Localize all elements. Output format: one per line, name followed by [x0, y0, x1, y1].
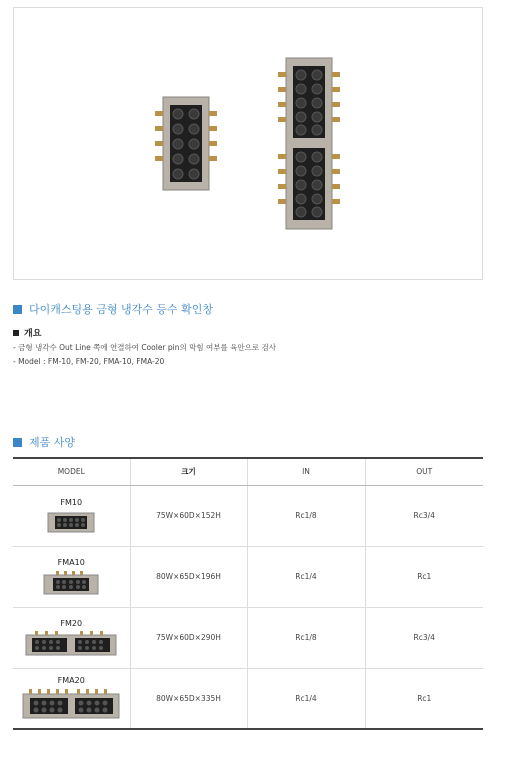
out-cell: Rc3/4	[365, 607, 483, 668]
in-cell: Rc1/8	[247, 485, 365, 546]
header-model: MODEL	[13, 458, 130, 485]
fm20-unit-illustration	[278, 58, 340, 229]
overview-heading	[13, 326, 41, 339]
size-cell: 80W×65D×335H	[130, 668, 247, 729]
product-photo-illustration	[14, 8, 484, 281]
out-cell: Rc1	[365, 546, 483, 607]
model-cell	[13, 485, 130, 546]
model-cell	[13, 607, 130, 668]
section-title-specs	[13, 434, 75, 450]
size-cell: 75W×60D×152H	[130, 485, 247, 546]
header-out: OUT	[365, 458, 483, 485]
size-cell: 75W×60D×290H	[130, 607, 247, 668]
in-cell: Rc1/4	[247, 668, 365, 729]
fma10-thumbnail	[42, 570, 100, 596]
model-name: FMA10	[57, 557, 85, 567]
table-row	[13, 607, 483, 668]
bullet-square-icon	[13, 438, 22, 447]
spec-table-header-row	[13, 458, 483, 485]
fm20-thumbnail	[25, 631, 117, 657]
in-cell: Rc1/4	[247, 546, 365, 607]
out-cell: Rc1	[417, 693, 432, 703]
header-in: IN	[247, 458, 365, 485]
model-cell	[13, 546, 130, 607]
overview-line-2: - Model : FM-10, FM-20, FMA-10, FMA-20	[13, 357, 165, 366]
fma20-thumbnail	[21, 688, 121, 720]
in-cell: Rc1/8	[247, 607, 365, 668]
spec-table	[13, 457, 483, 730]
size-cell: 80W×65D×196H	[130, 546, 247, 607]
section-title-text: 제품 사양	[29, 436, 76, 449]
out-cell: Rc3/4	[365, 485, 483, 546]
bullet-square-icon	[13, 330, 19, 336]
model-cell	[13, 668, 130, 729]
model-name: FM20	[60, 618, 83, 628]
table-row	[13, 668, 483, 729]
section-title-text: 다이캐스팅용 금형 냉각수 등수 확인창	[29, 303, 214, 316]
section-title-checker	[13, 301, 213, 317]
table-row	[13, 485, 483, 546]
fm10-unit-illustration	[155, 97, 217, 190]
table-row	[13, 546, 483, 607]
model-name: FMA20	[57, 676, 85, 686]
bullet-square-icon	[13, 305, 22, 314]
product-image	[13, 7, 483, 280]
overview-heading-text: 개요	[24, 329, 42, 339]
model-name: FM10	[60, 497, 83, 507]
overview-line-1: - 금형 냉각수 Out Line 쪽에 연결하여 Cooler pin의 막힘 여부를 육안으로 검사	[13, 343, 276, 352]
fm10-thumbnail	[47, 510, 95, 534]
header-size: 크기	[130, 458, 247, 485]
